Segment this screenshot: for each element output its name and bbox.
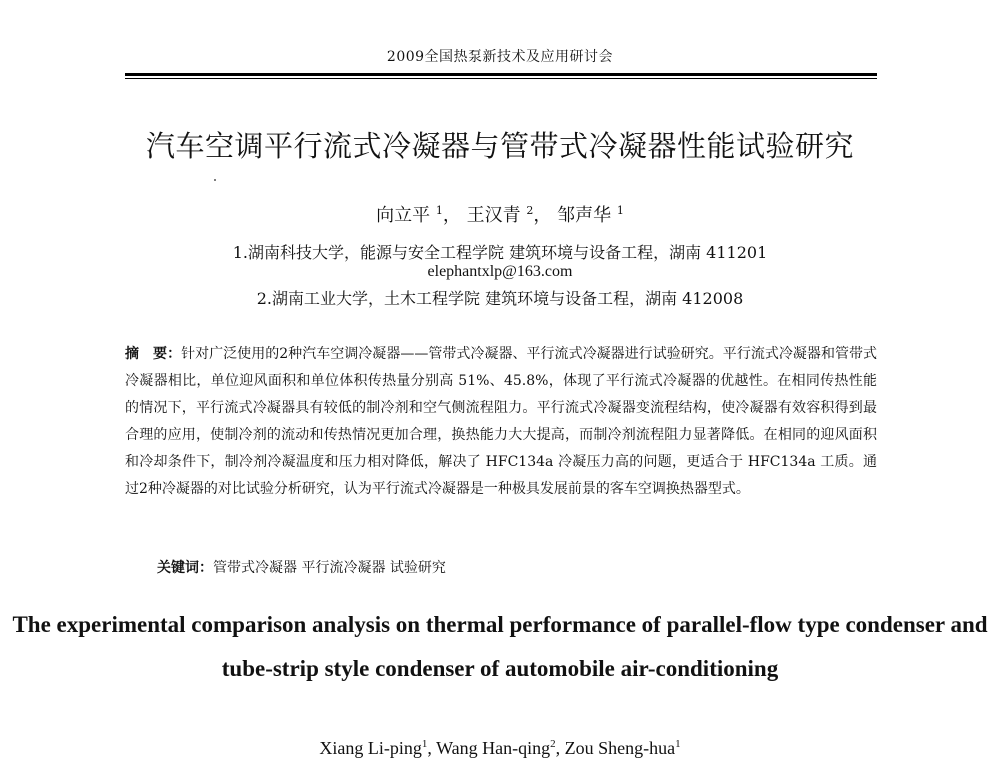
author-cn-1: 向立平	[376, 205, 431, 226]
author-en-2: Wang Han-qing	[436, 738, 551, 758]
abstract-cn	[125, 341, 877, 503]
authors-en: Xiang Li-ping$^1$, Wang Han-qing$^2$, Zou Sheng-hua$^1$	[319, 738, 681, 758]
conference-header: 2009全国热泵新技术及应用研讨会	[386, 49, 614, 65]
author-email: elephantxlp@163.com	[427, 263, 573, 280]
author-en-3: Zou Sheng-hua	[564, 738, 676, 758]
keywords-label: 关键词：	[157, 560, 213, 576]
paper-title-cn: 汽车空调平行流式冷凝器与管带式冷凝器性能试验研究	[145, 129, 854, 163]
author-cn-3: 邹声华	[557, 205, 612, 226]
keywords-text: 管带式冷凝器 平行流冷凝器 试验研究	[213, 560, 446, 576]
author-en-2-affil: 2	[550, 738, 556, 750]
affiliation-2: 2.湖南工业大学，土木工程学院 建筑环境与设备工程，湖南 412008	[256, 289, 744, 308]
author-cn-1-affil: 1	[435, 204, 443, 217]
author-cn-2: 王汉青	[466, 205, 521, 226]
author-cn-2-affil: 2	[526, 204, 534, 217]
author-en-1-affil: 1	[421, 738, 428, 750]
author-en-3-affil: 1	[675, 738, 681, 750]
author-en-1: Xiang Li-ping	[319, 738, 422, 758]
author-cn-3-affil: 1	[616, 204, 624, 217]
speck-mark	[214, 179, 216, 181]
abstract-text: 针对广泛使用的2种汽车空调冷凝器——管带式冷凝器、平行流式冷凝器进行试验研究。平行流式冷凝器和管带式冷凝器相比，单位迎风面积和单位体积传热量分别高 51%、45.8%，体现了平行流式冷凝器的优越性。在相同传热性能的情况下，平行流式冷凝器具有较低的制冷剂和空气侧流程阻力。平行流式冷凝器变流程结构，使冷凝器有效容积得到最合理的应用，使制冷剂的流动和传热情况更加合理，换热能力大大提高，而制冷剂流程阻力显著降低。在相同的迎风面积和冷却条件下，制冷剂冷凝温度和压力相对降低，解决了 HFC134a 冷凝压力高的问题，更适合于 HFC134a 工质。通过2种冷凝器的对比试验分析研究，认为平行流式冷凝器是一种极具发展前景的客车空调换热器型式。	[125, 346, 878, 497]
abstract-label: 摘 要：	[125, 346, 182, 362]
authors-cn: 向立平 $^1$， 王汉青 $^2$， 邹声华 $^1$	[376, 204, 624, 226]
keywords-cn	[157, 557, 446, 577]
paper-title-en: The experimental comparison analysis on thermal performance of parallel-flow type condenser and tube-strip style condenser of automobile air-conditioning	[12, 612, 988, 681]
header-rule-thick	[125, 73, 877, 76]
affiliation-1: 1.湖南科技大学，能源与安全工程学院 建筑环境与设备工程，湖南 411201	[232, 243, 768, 262]
header-rule-thin	[125, 78, 877, 79]
